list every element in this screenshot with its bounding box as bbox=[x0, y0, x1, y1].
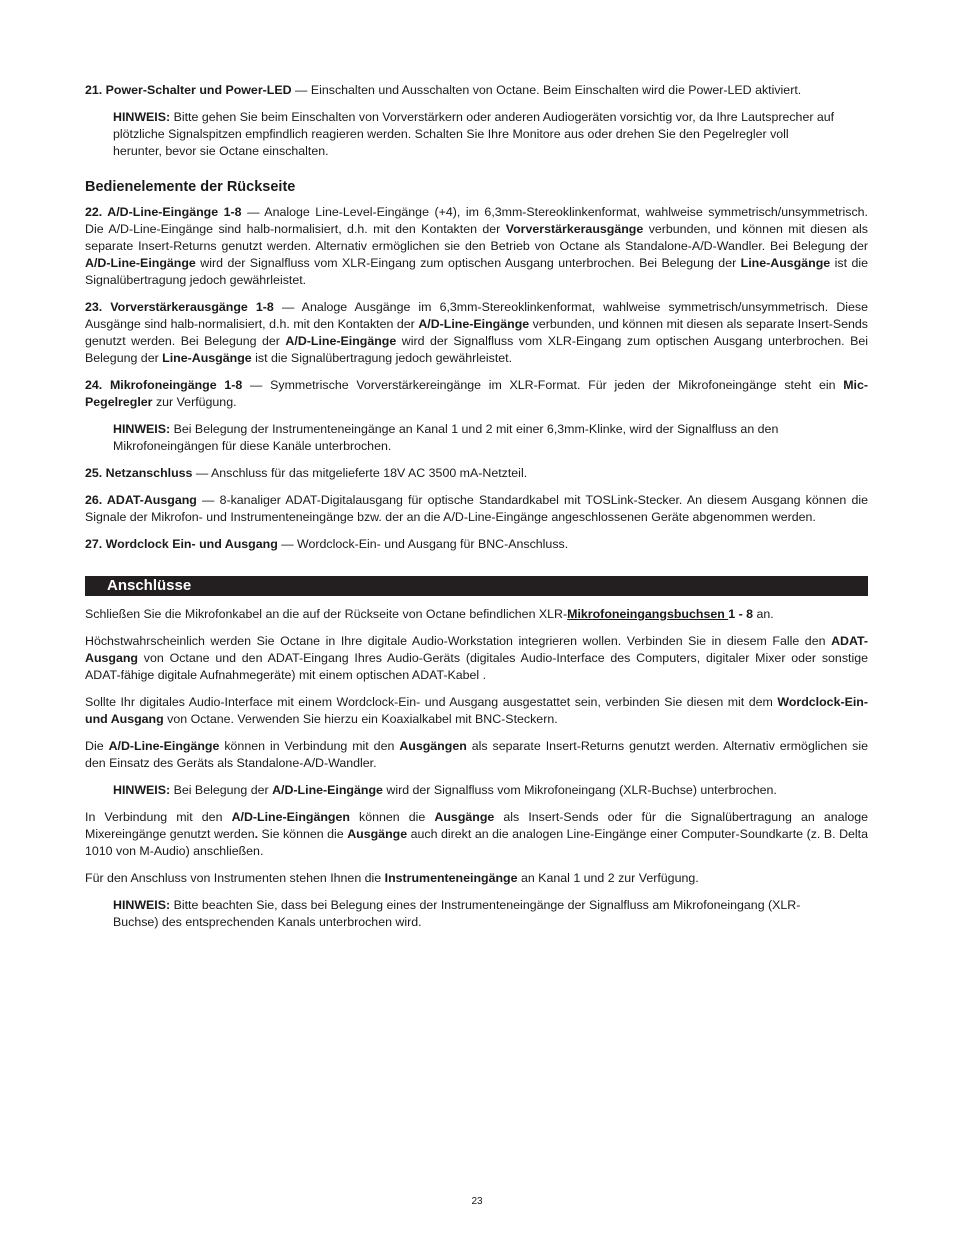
text-run: Vorverstärkerausgänge bbox=[505, 222, 644, 236]
text-run: 1 - 8 bbox=[728, 607, 754, 621]
text-run: Ausgänge bbox=[347, 827, 408, 841]
text-run: können die bbox=[349, 810, 435, 824]
text-run: Sollte Ihr digitales Audio-Interface mit einem Wordclock-Ein- und Ausgang ausgestattet sein, verbinden Sie diesen mit dem bbox=[85, 695, 778, 709]
section-heading-connections: Anschlüsse bbox=[85, 576, 868, 596]
item-21-text: — Einschalten und Ausschalten von Octane. Beim Einschalten wird die Power-LED aktiviert. bbox=[291, 83, 802, 97]
text-run: A/D-Line-Eingängen bbox=[231, 810, 350, 824]
text-run: von Octane und den ADAT-Eingang Ihres Audio-Geräts (digitales Audio-Interface des Computers, digitaler Mixer oder sonstige ADAT-fähige digitale Aufnahmegeräte) mit einem optischen ADAT-Kabel . bbox=[85, 651, 868, 682]
text-run: 24. Mikrofoneingänge 1-8 bbox=[85, 378, 243, 392]
text-run: 22. A/D-Line-Eingänge 1-8 bbox=[85, 205, 242, 219]
note-instrument-channel bbox=[113, 897, 840, 931]
text-run: Ausgänge bbox=[434, 810, 495, 824]
text-run: verbunden, und können mit diesen als separate Insert-Sends genutzt werden. Bei Belegung der bbox=[85, 317, 869, 348]
item-21 bbox=[85, 82, 868, 99]
text-run: 27. Wordclock Ein- und Ausgang bbox=[85, 537, 278, 551]
text-run: Line-Ausgänge bbox=[162, 351, 252, 365]
text-run: Mikrofoneingangsbuchsen bbox=[567, 607, 729, 621]
note-instrument-text: Bei Belegung der Instrumenteneingänge an Kanal 1 und 2 mit einer 6,3mm-Klinke, wird der Signalfluss an den Mikrofoneingängen für diese Kanäle unterbrochen. bbox=[113, 422, 779, 453]
note-power bbox=[113, 109, 840, 160]
text-run: ist die Signalübertragung jedoch gewährleistet. bbox=[85, 256, 868, 287]
note-instrument-label: HINWEIS: bbox=[113, 422, 171, 436]
text-run: zur Verfügung. bbox=[152, 395, 237, 409]
text-run: wird der Signalfluss vom XLR-Eingang zum optischen Ausgang unterbrochen. Bei Belegung der bbox=[85, 334, 868, 365]
text-run: — 8-kanaliger ADAT-Digitalausgang für optische Standardkabel mit TOSLink-Stecker. An diesem Ausgang können die Signale der Mikrofon- und Instrumenteneingänge bzw. der an die A/D-Line-Eingänge angeschlossenen Geräte abgenommen werden. bbox=[85, 493, 869, 524]
text-run: Mic-Pegelregler bbox=[85, 378, 868, 409]
note-instrument-channel-text: Bitte beachten Sie, dass bei Belegung eines der Instrumenteneingänge der Signalfluss am Mikrofoneingang (XLR-Buchse) des entsprechenden Kanals unterbrochen wird. bbox=[113, 898, 801, 929]
text-run: von Octane. Verwenden Sie hierzu ein Koaxialkabel mit BNC-Steckern. bbox=[163, 712, 558, 726]
connections-paragraph-2 bbox=[85, 633, 868, 684]
text-run: verbunden, und können mit diesen als separate Insert-Returns genutzt werden. Alternativ ermöglichen sie den Betrieb von Octane als Standalone-A/D-Wandler. Bei Belegung der bbox=[85, 222, 868, 253]
text-run: als separate Insert-Returns genutzt werden. Alternativ ermöglichen sie den Einsatz des Geräts als Standalone-A/D-Wandler. bbox=[85, 739, 869, 770]
text-run: Höchstwahrscheinlich werden Sie Octane in Ihre digitale Audio-Workstation integrieren wollen. Verbinden Sie in diesem Falle den bbox=[85, 634, 832, 648]
text-run: A/D-Line-Eingänge bbox=[285, 334, 397, 348]
item-26 bbox=[85, 492, 868, 526]
text-run: Schließen Sie die Mikrofonkabel an die auf der Rückseite von Octane befindlichen XLR- bbox=[85, 607, 568, 621]
note-power-label: HINWEIS: bbox=[113, 110, 171, 124]
document-page bbox=[85, 82, 868, 941]
text-run: 26. ADAT-Ausgang bbox=[85, 493, 197, 507]
text-run: — Anschluss für das mitgelieferte 18V AC 3500 mA-Netzteil. bbox=[192, 466, 528, 480]
item-25 bbox=[85, 465, 868, 482]
text-run: wird der Signalfluss vom XLR-Eingang zum optischen Ausgang unterbrochen. Bei Belegung der bbox=[195, 256, 741, 270]
text-run: Ausgängen bbox=[399, 739, 467, 753]
text-run: 23. Vorverstärkerausgänge 1-8 bbox=[85, 300, 274, 314]
text-run: auch direkt an die analogen Line-Eingänge einer Computer-Soundkarte (z. B. Delta 1010 von M-Audio) anschließen. bbox=[85, 827, 868, 858]
text-run: — Analoge Line-Level-Eingänge (+4), im 6,3mm-Stereoklinkenformat, wahlweise symmetrisch/unsymmetrisch. Die A/D-Line-Eingänge sind halb-normalisiert, d.h. mit den Kontakten der bbox=[85, 205, 868, 236]
note-instrument-channel-label: HINWEIS: bbox=[113, 898, 171, 912]
text-run: Für den Anschluss von Instrumenten stehen Ihnen die bbox=[85, 871, 385, 885]
text-run: Bei Belegung der bbox=[170, 783, 273, 797]
text-run: Wordclock-Ein- und Ausgang bbox=[85, 695, 868, 726]
text-run: an. bbox=[753, 607, 774, 621]
rear-panel-heading: Bedienelemente der Rückseite bbox=[85, 179, 296, 195]
text-run: Die bbox=[85, 739, 109, 753]
text-run: Sie können die bbox=[258, 827, 348, 841]
text-run: A/D-Line-Eingänge bbox=[418, 317, 530, 331]
text-run: HINWEIS: bbox=[113, 783, 171, 797]
page-number: 23 bbox=[471, 1196, 483, 1207]
connections-paragraph-5 bbox=[85, 809, 868, 860]
text-run: — Symmetrische Vorverstärkereingänge im XLR-Format. Für jeden der Mikrofoneingänge steht ein bbox=[242, 378, 844, 392]
text-run: A/D-Line-Eingänge bbox=[108, 739, 220, 753]
connections-paragraph-6 bbox=[85, 870, 868, 887]
text-run: 25. Netzanschluss bbox=[85, 466, 193, 480]
text-run: wird der Signalfluss vom Mikrofoneingang (XLR-Buchse) unterbrochen. bbox=[382, 783, 777, 797]
text-run: — Analoge Ausgänge im 6,3mm-Stereoklinkenformat, wahlweise symmetrisch/unsymmetrisch. Diese Ausgänge sind halb-normalisiert, d.h. mit den Kontakten der bbox=[85, 300, 869, 331]
item-22 bbox=[85, 204, 868, 289]
text-run: Instrumenteneingänge bbox=[384, 871, 518, 885]
text-run: an Kanal 1 und 2 zur Verfügung. bbox=[517, 871, 699, 885]
text-run: A/D-Line-Eingänge bbox=[85, 256, 196, 270]
text-run: Line-Ausgänge bbox=[740, 256, 831, 270]
note-power-text: Bitte gehen Sie beim Einschalten von Vorverstärkern oder anderen Audiogeräten vorsichtig vor, da Ihre Lautsprecher auf plötzliche Signalspitzen empfindlich reagieren werden. Schalten Sie Ihre Monitore aus oder drehen Sie den Pegelregler voll herunter, bevor sie Octane einschalten. bbox=[113, 110, 835, 158]
text-run: können in Verbindung mit den bbox=[219, 739, 400, 753]
text-run: A/D-Line-Eingänge bbox=[272, 783, 383, 797]
text-run: ADAT-Ausgang bbox=[85, 634, 868, 665]
text-run: ist die Signalübertragung jedoch gewährleistet. bbox=[251, 351, 513, 365]
connections-paragraph-4 bbox=[85, 738, 868, 772]
connections-paragraph-1 bbox=[85, 606, 868, 623]
text-run: — Wordclock-Ein- und Ausgang für BNC-Anschluss. bbox=[277, 537, 569, 551]
item-24 bbox=[85, 377, 868, 411]
item-21-label: 21. Power-Schalter und Power-LED bbox=[85, 83, 292, 97]
item-23 bbox=[85, 299, 868, 367]
text-run: In Verbindung mit den bbox=[85, 810, 232, 824]
item-27 bbox=[85, 536, 868, 553]
text-run: . bbox=[254, 827, 259, 841]
text-run: als Insert-Sends oder für die Signalübertragung an analoge Mixereingänge genutzt werden bbox=[85, 810, 868, 841]
note-ad-line bbox=[113, 782, 840, 799]
connections-paragraph-3 bbox=[85, 694, 868, 728]
note-instrument bbox=[113, 421, 840, 455]
